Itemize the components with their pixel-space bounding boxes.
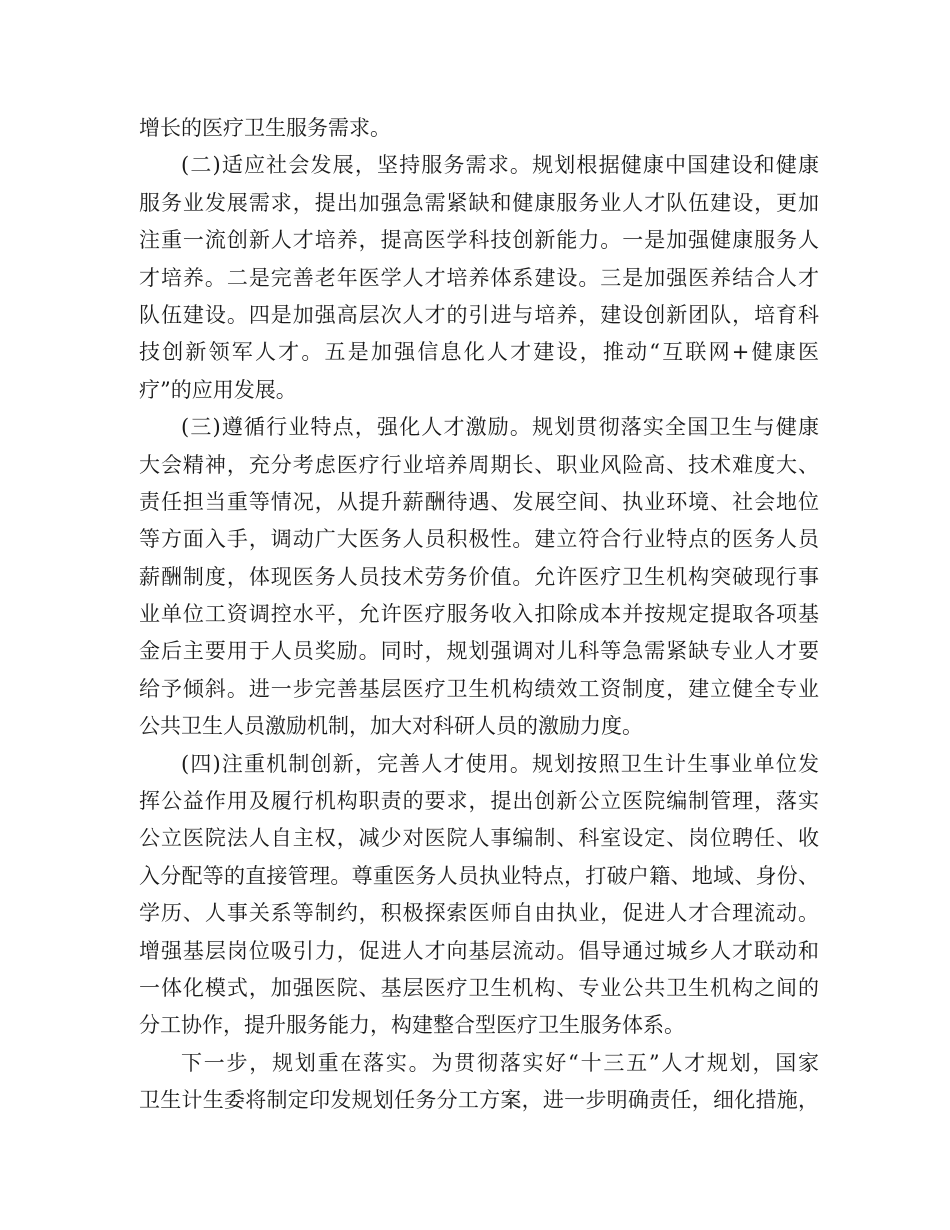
text-line: 卫生计生委将制定印发规划任务分工方案，进一步明确责任，细化措施， — [139, 1088, 819, 1113]
text-line: 才培养。二是完善老年医学人才培养体系建设。三是加强医养结合人才 — [139, 265, 819, 290]
text-line: 大会精神，充分考虑医疗行业培养周期长、职业风险高、技术难度大、 — [139, 452, 819, 477]
text-line: 增长的医疗卫生服务需求。 — [139, 116, 391, 140]
text-line: 技创新领军人才。五是加强信息化人才建设，推动“互联网+健康医 — [139, 340, 819, 365]
text-line: 增强基层岗位吸引力，促进人才向基层流动。倡导通过城乡人才联动和 — [139, 938, 819, 963]
text-line: (二)适应社会发展，坚持服务需求。规划根据健康中国建设和健康 — [181, 153, 819, 178]
text-line: 挥公益作用及履行机构职责的要求，提出创新公立医院编制管理，落实 — [139, 789, 819, 814]
text-line: 分工协作，提升服务能力，构建整合型医疗卫生服务体系。 — [139, 1013, 685, 1038]
text-line: 疗”的应用发展。 — [139, 377, 297, 402]
text-line: 给予倾斜。进一步完善基层医疗卫生机构绩效工资制度，建立健全专业 — [139, 676, 819, 701]
text-line: 一体化模式，加强医院、基层医疗卫生机构、专业公共卫生机构之间的 — [139, 975, 819, 1000]
text-line: 学历、人事关系等制约，积极探索医师自由执业，促进人才合理流动。 — [139, 901, 819, 926]
text-line: 责任担当重等情况，从提升薪酬待遇、发展空间、执业环境、社会地位 — [139, 489, 819, 514]
text-line: 下一步，规划重在落实。为贯彻落实好“十三五”人才规划，国家 — [181, 1050, 819, 1075]
text-line: (三)遵循行业特点，强化人才激励。规划贯彻落实全国卫生与健康 — [181, 415, 819, 440]
text-line: 入分配等的直接管理。尊重医务人员执业特点，打破户籍、地域、身份、 — [139, 863, 819, 888]
text-line: 队伍建设。四是加强高层次人才的引进与培养，建设创新团队，培育科 — [139, 302, 819, 327]
document-body — [139, 110, 819, 1120]
text-line: (四)注重机制创新，完善人才使用。规划按照卫生计生事业单位发 — [181, 751, 819, 776]
text-line: 公共卫生人员激励机制，加大对科研人员的激励力度。 — [139, 714, 643, 739]
text-line: 服务业发展需求，提出加强急需紧缺和健康服务业人才队伍建设，更加 — [139, 190, 819, 215]
text-line: 注重一流创新人才培养，提高医学科技创新能力。一是加强健康服务人 — [139, 228, 819, 253]
text-line: 公立医院法人自主权，减少对医院人事编制、科室设定、岗位聘任、收 — [139, 826, 819, 851]
text-line: 薪酬制度，体现医务人员技术劳务价值。允许医疗卫生机构突破现行事 — [139, 564, 819, 589]
text-line: 业单位工资调控水平，允许医疗服务收入扣除成本并按规定提取各项基 — [139, 602, 819, 627]
text-line: 等方面入手，调动广大医务人员积极性。建立符合行业特点的医务人员 — [139, 527, 819, 552]
text-line: 金后主要用于人员奖励。同时，规划强调对儿科等急需紧缺专业人才要 — [139, 639, 819, 664]
